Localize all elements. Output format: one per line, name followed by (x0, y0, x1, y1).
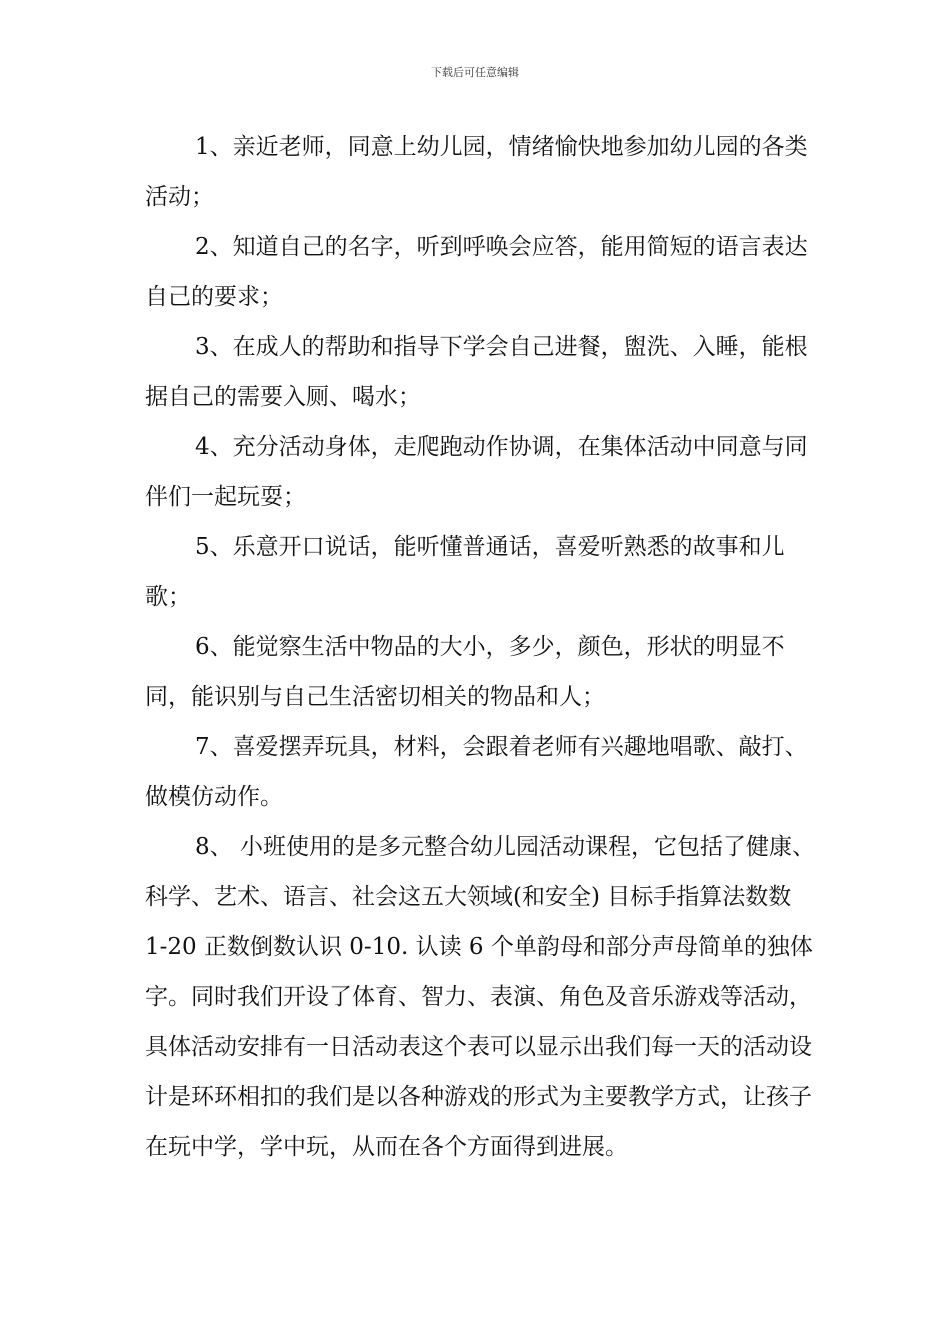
paragraph-6: 6、能觉察生活中物品的大小，多少，颜色，形状的明显不同，能识别与自己生活密切相关的物品和人； (145, 634, 785, 710)
paragraph-2: 2、知道自己的名字，听到呼唤会应答，能用简短的语言表达自己的要求； (145, 234, 808, 310)
paragraph-8: 8、 小班使用的是多元整合幼儿园活动课程，它包括了健康、科学、艺术、语言、社会这五大领域(和安全) 目标手指算法数数 1-20 正数倒数认识 0-10. 认读 6 个单韵母和部分声母简单的独体字。同时我们开设了体育、智力、表演、角色及音乐游戏等活动，具体活动安排有一日活动表这个表可以显示出我们每一天的活动设计是环环相扣的我们是以各种游戏的形式为主要教学方式，让孩子在玩中学，学中玩，从而在各个方面得到进展。 (145, 834, 815, 1160)
paragraph-4: 4、充分活动身体，走爬跑动作协调，在集体活动中同意与同伴们一起玩耍； (145, 434, 808, 510)
paragraph-1: 1、亲近老师，同意上幼儿园，情绪愉快地参加幼儿园的各类活动； (145, 134, 808, 210)
paragraph-7: 7、喜爱摆弄玩具，材料，会跟着老师有兴趣地唱歌、敲打、做模仿动作。 (145, 734, 808, 810)
paragraph-5: 5、乐意开口说话，能听懂普通话，喜爱听熟悉的故事和儿歌； (145, 534, 785, 610)
document-body (145, 122, 815, 1172)
paragraph-3: 3、在成人的帮助和指导下学会自己进餐，盥洗、入睡，能根据自己的需要入厕、喝水； (145, 334, 808, 410)
page-header: 下载后可任意编辑 (431, 66, 519, 79)
